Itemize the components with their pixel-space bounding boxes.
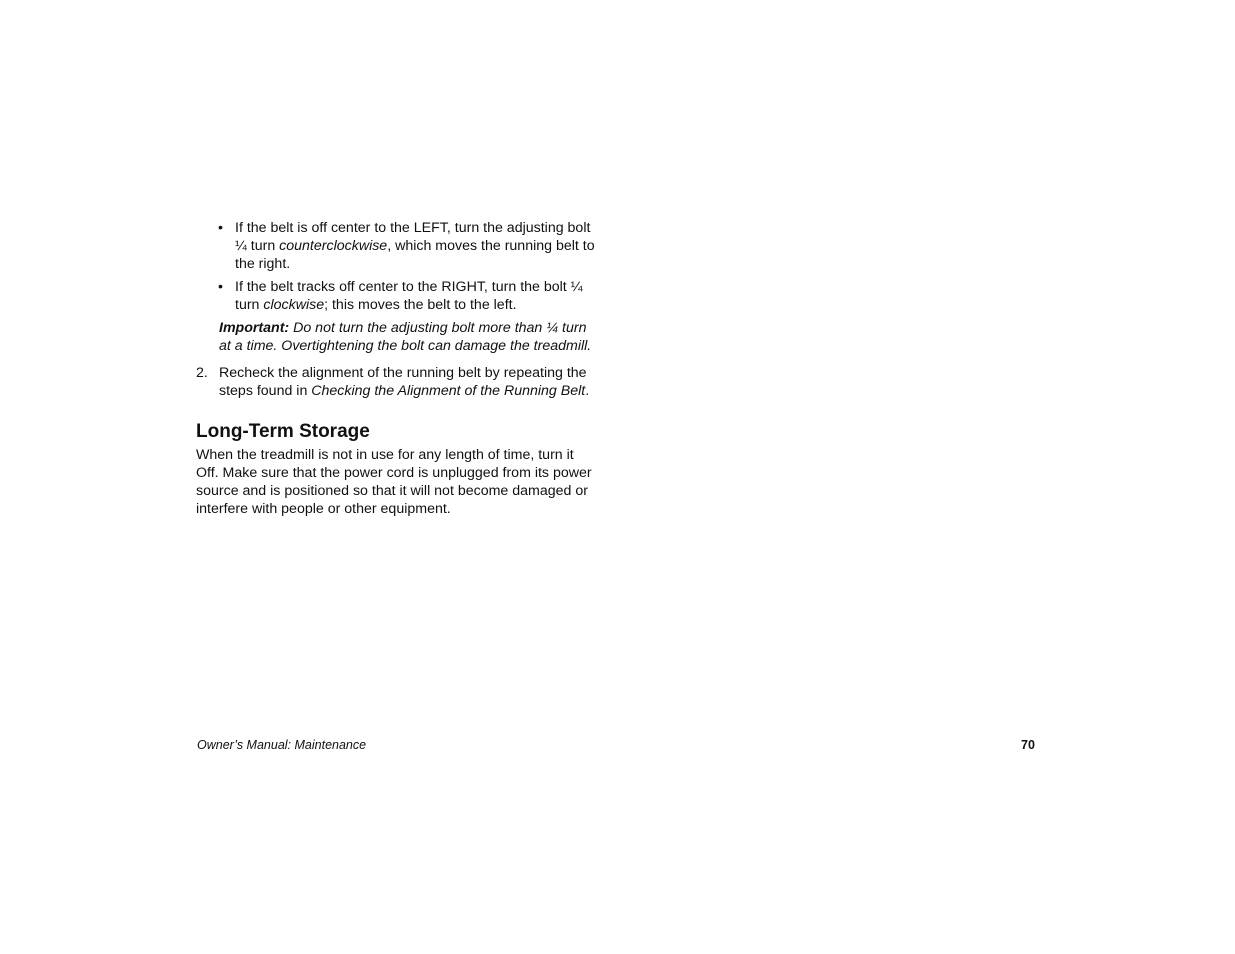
important-label: Important: xyxy=(219,320,290,336)
bullet-text: If the belt is off center to the LEFT, turn the adjusting bolt ¼ turn xyxy=(235,220,591,254)
bullet-emphasis: counterclockwise xyxy=(279,238,388,254)
step-text-end: . xyxy=(585,383,590,399)
footer-title: Owner’s Manual: Maintenance xyxy=(197,738,367,752)
numbered-step-2 xyxy=(196,364,596,400)
bullet-item-right xyxy=(218,278,596,314)
bullet-item-left xyxy=(218,219,596,273)
step-reference: Checking the Alignment of the Running Belt xyxy=(311,383,586,399)
important-note xyxy=(219,319,596,355)
bullet-text-end: , which moves the running belt to the right. xyxy=(235,238,595,272)
bullet-emphasis: clockwise xyxy=(263,297,325,313)
section-heading: Long-Term Storage xyxy=(196,421,370,442)
step-number: 2. xyxy=(196,365,208,381)
section-paragraph: When the treadmill is not in use for any length of time, turn it Off. Make sure that the power cord is unplugged from its power source and is positioned so that it will not become damaged or interfere with people or other equipment. xyxy=(196,447,592,517)
page-content xyxy=(196,219,596,518)
important-text: Do not turn the adjusting bolt more than ¼ turn at a time. Overtightening the bolt can damage the treadmill. xyxy=(219,320,592,354)
bullet-text: If the belt tracks off center to the RIGHT, turn the bolt ¼ turn xyxy=(235,279,583,313)
step-text: Recheck the alignment of the running belt by repeating the steps found in xyxy=(219,365,587,399)
bullet-mark: • xyxy=(218,220,223,236)
bullet-text-end: ; this moves the belt to the left. xyxy=(324,297,517,313)
page-number: 70 xyxy=(1021,738,1035,752)
bullet-mark: • xyxy=(218,279,223,295)
bullet-list xyxy=(196,219,596,314)
